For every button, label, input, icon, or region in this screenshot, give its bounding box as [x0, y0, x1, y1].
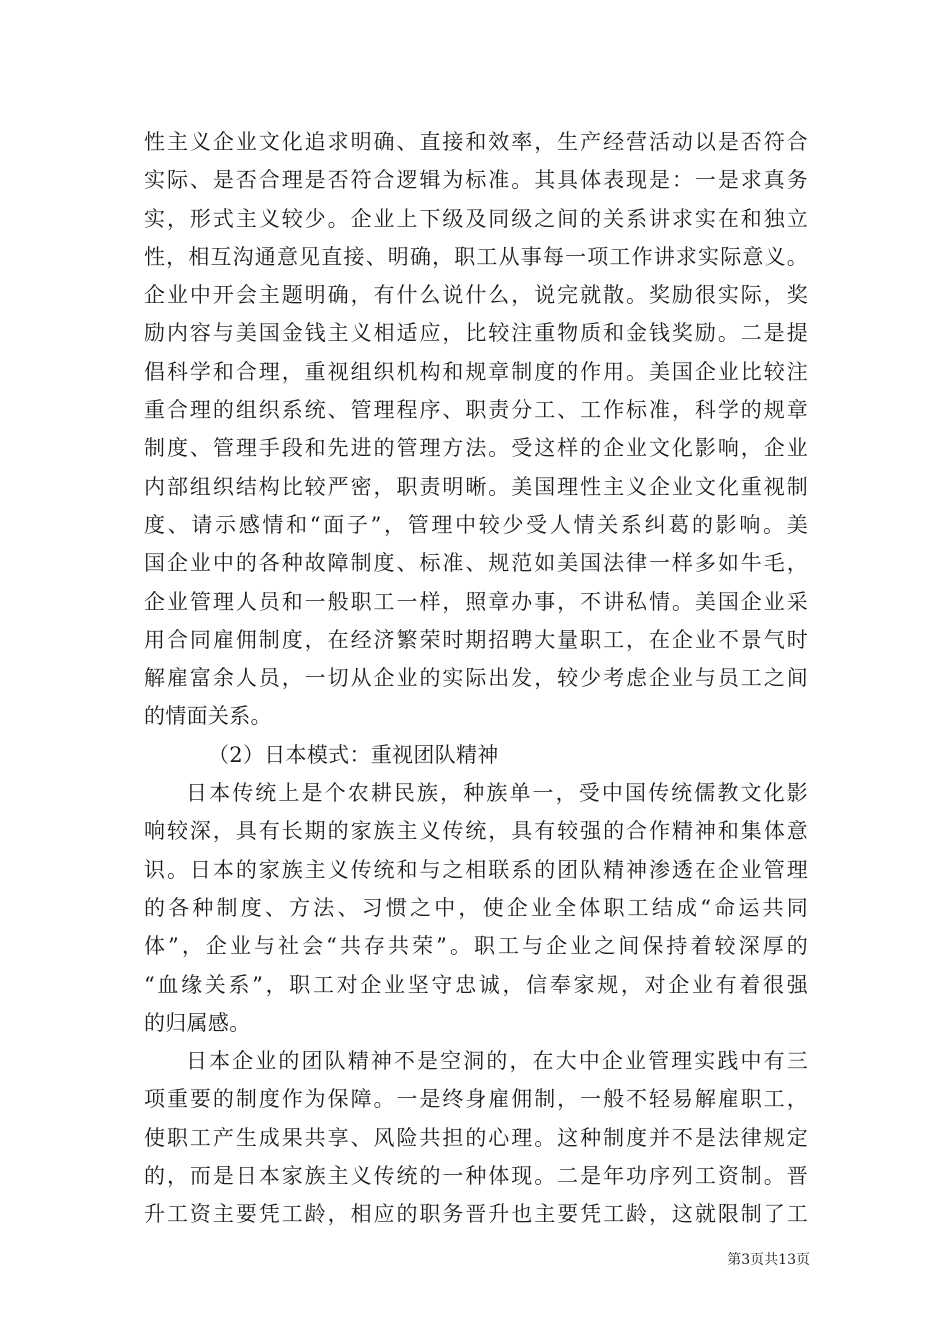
paragraph-first-line: 日本企业的团队精神不是空洞的，在大中企业管理实践中有三 — [186, 1049, 808, 1074]
text-line: 用合同雇佣制度，在经济繁荣时期招聘大量职工，在企业不景气时 — [144, 627, 808, 652]
section-heading: （2）日本模式：重视团队精神 — [208, 742, 499, 767]
text-line: 性主义企业文化追求明确、直接和效率，生产经营活动以是否符合 — [144, 130, 808, 154]
text-line: 实际、是否合理是否符合逻辑为标准。其具体表现是：一是求真务 — [144, 168, 808, 193]
text-line: 企业管理人员和一般职工一样，照章办事，不讲私情。美国企业采 — [144, 589, 808, 614]
text-line: 升工资主要凭工龄，相应的职务晋升也主要凭工龄，这就限制了工 — [144, 1202, 808, 1227]
text-line: 内部组织结构比较严密，职责明晰。美国理性主义企业文化重视制 — [144, 474, 808, 499]
paragraph-first-line: 日本传统上是个农耕民族，种族单一，受中国传统儒教文化影 — [186, 781, 808, 806]
text-line: 制度、管理手段和先进的管理方法。受这样的企业文化影响，企业 — [144, 436, 808, 461]
text-line: 解雇富余人员，一切从企业的实际出发，较少考虑企业与员工之间 — [144, 666, 808, 691]
text-line: 国企业中的各种故障制度、标准、规范如美国法律一样多如牛毛， — [144, 551, 808, 576]
text-line: 励内容与美国金钱主义相适应，比较注重物质和金钱奖励。二是提 — [144, 321, 808, 346]
text-line: 的各种制度、方法、习惯之中，使企业全体职工结成“命运共同 — [144, 895, 808, 920]
body-text — [144, 123, 808, 1234]
text-line: 识。日本的家族主义传统和与之相联系的团队精神渗透在企业管理 — [144, 857, 808, 882]
text-line: 的情面关系。 — [144, 704, 272, 729]
text-line: 重合理的组织系统、管理程序、职责分工、工作标准，科学的规章 — [144, 398, 808, 423]
text-line: 的，而是日本家族主义传统的一种体现。二是年功序列工资制。晋 — [144, 1164, 808, 1189]
text-line: 倡科学和合理，重视组织机构和规章制度的作用。美国企业比较注 — [144, 359, 808, 384]
text-line: “血缘关系”，职工对企业坚守忠诚，信奉家规，对企业有着很强 — [144, 972, 808, 997]
page-number-footer: 第3页共13页 — [727, 1252, 810, 1268]
text-line: 体”，企业与社会“共存共荣”。职工与企业之间保持着较深厚的 — [144, 934, 808, 959]
text-line: 度、请示感情和“面子”，管理中较少受人情关系纠葛的影响。美 — [144, 512, 808, 537]
text-line: 的归属感。 — [144, 1010, 251, 1035]
text-line: 响较深，具有长期的家族主义传统，具有较强的合作精神和集体意 — [144, 819, 808, 844]
text-line: 企业中开会主题明确，有什么说什么，说完就散。奖励很实际，奖 — [144, 283, 808, 308]
text-line: 使职工产生成果共享、风险共担的心理。这种制度并不是法律规定 — [144, 1125, 808, 1150]
text-line: 项重要的制度作为保障。一是终身雇佣制，一般不轻易解雇职工， — [144, 1087, 808, 1112]
text-line: 性，相互沟通意见直接、明确，职工从事每一项工作讲求实际意义。 — [144, 244, 808, 269]
text-line: 实，形式主义较少。企业上下级及同级之间的关系讲求实在和独立 — [144, 206, 808, 231]
